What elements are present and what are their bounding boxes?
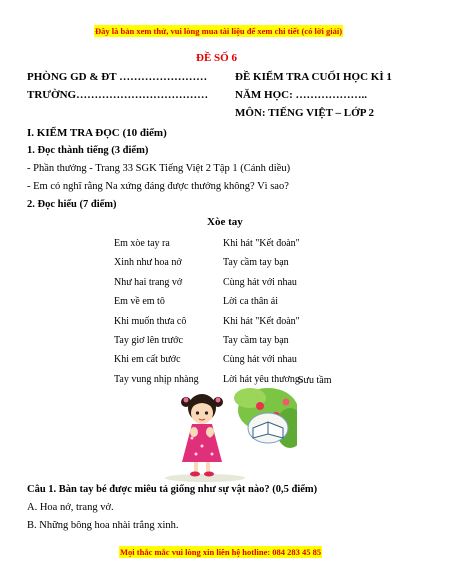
poem-line: Tay cầm tay bạn xyxy=(223,257,289,269)
exam-title: ĐỀ KIỂM TRA CUỐI HỌC KÌ 1 xyxy=(235,71,392,83)
answer-a: A. Hoa nở, trang vở. xyxy=(27,502,114,513)
poem-line: Xinh như hoa nở xyxy=(114,257,182,269)
school-year: NĂM HỌC: ……………….. xyxy=(235,89,367,101)
poem-line: Lời ca thân ái xyxy=(223,296,278,308)
exam-number: ĐỀ SỐ 6 xyxy=(196,52,237,64)
poem-line: Khi muốn thưa cô xyxy=(114,315,187,327)
answer-b: B. Những bông hoa nhài trắng xinh. xyxy=(27,520,179,531)
poem-line: Tay vung nhịp nhàng xyxy=(114,373,199,385)
part1-line1: - Phần thưởng - Trang 33 SGK Tiếng Việt 2 Tập 1 (Cánh diều) xyxy=(27,163,291,174)
poem-line: Lời hát yêu thương. xyxy=(223,373,303,385)
poem-line: Em về em tô xyxy=(114,296,165,308)
poem-line: Cùng hát với nhau xyxy=(223,354,297,366)
part1-title: 1. Đọc thành tiếng (3 điểm) xyxy=(27,145,149,156)
section-title: I. KIỂM TRA ĐỌC (10 điểm) xyxy=(27,127,167,139)
poem-left-column xyxy=(114,234,199,389)
part2-title: 2. Đọc hiểu (7 điểm) xyxy=(27,199,117,210)
poem-line: Khi hát "Kết đoàn" xyxy=(223,238,300,249)
poem-line: Em xòe tay ra xyxy=(114,238,170,249)
hotline-banner: Mọi thắc mắc vui lòng xin liên hệ hotline: 084 283 45 85 xyxy=(120,547,322,557)
subject-line: MÔN: TIẾNG VIỆT – LỚP 2 xyxy=(235,107,375,119)
part1-line2: - Em có nghĩ rằng Na xứng đáng được thưởng không? Vì sao? xyxy=(27,181,289,192)
girl-holding-book-illustration xyxy=(150,388,297,482)
department-line: PHÒNG GD & ĐT …………………… xyxy=(27,71,208,83)
poem-title: Xòe tay xyxy=(207,216,243,228)
poem-line: Tay giơ lên trước xyxy=(114,335,183,347)
poem-line: Khi hát "Kết đoàn" xyxy=(223,315,300,327)
poem-line: Khi em cất bước xyxy=(114,354,181,366)
poem-line: Cùng hát với nhau xyxy=(223,276,297,288)
poem-line: Như hai trang vở xyxy=(114,276,183,288)
school-line: TRƯỜNG……………………………… xyxy=(27,89,209,101)
poem-author: Sưu tầm xyxy=(298,375,332,386)
question-1: Câu 1. Bàn tay bé được miêu tả giống như sự vật nào? (0,5 điểm) xyxy=(27,484,318,495)
poem-right-column xyxy=(223,234,302,389)
preview-banner: Đây là bản xem thử, vui lòng mua tài liệu để xem chi tiết (có lời giải) xyxy=(95,26,343,36)
poem-line: Tay cầm tay bạn xyxy=(223,335,289,347)
